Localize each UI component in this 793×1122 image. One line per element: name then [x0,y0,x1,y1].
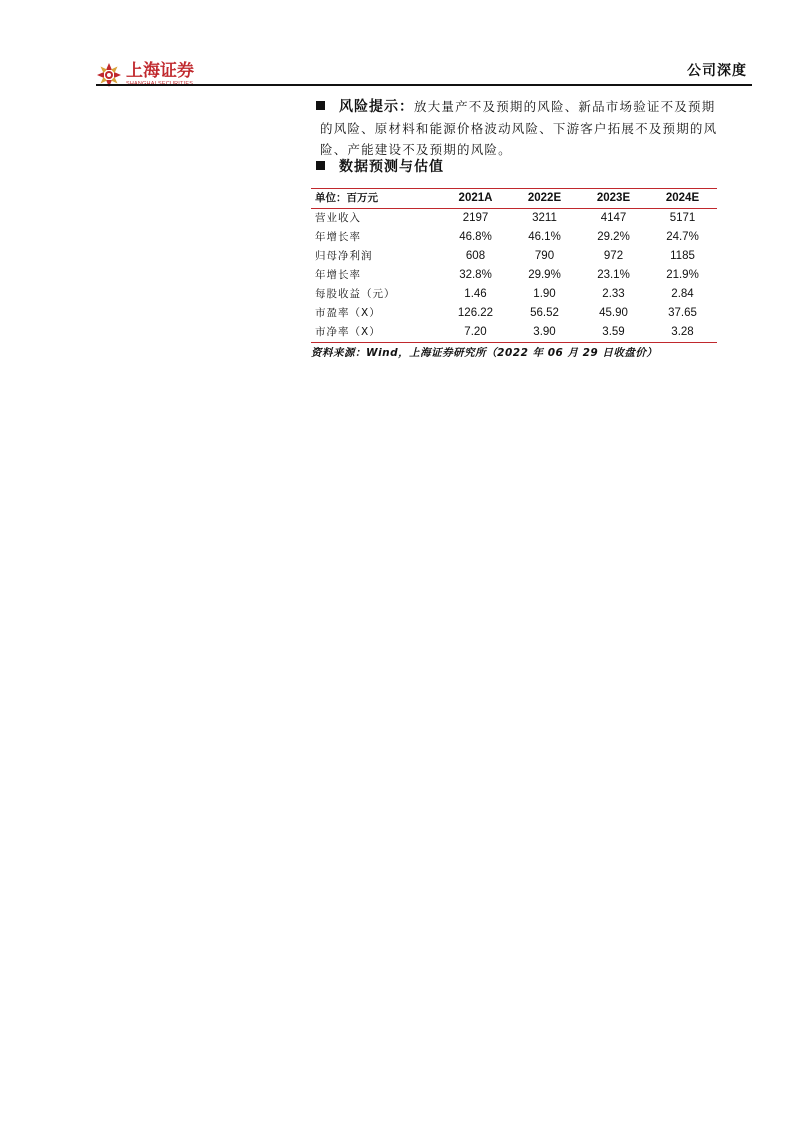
table-cell: 45.90 [599,307,628,319]
table-cell: 1.46 [464,288,487,300]
risk-text-line-2: 的风险、原材料和能源价格波动风险、下游客户拓展不及预期的风 [320,121,718,136]
column-header: 2021A [441,189,510,209]
table-cell: 126.22 [457,307,494,319]
table-cell: 46.1% [528,231,561,243]
table-row [311,266,717,285]
column-header: 2023E [579,189,648,209]
table-cell: 1.90 [533,288,556,300]
table-row [311,247,717,266]
unit-label: 单位：百万元 [311,189,441,209]
forecast-title-text: 数据预测与估值 [339,159,444,175]
table-row [311,209,717,229]
table-cell: 37.65 [668,307,697,319]
table-header-row [311,189,717,209]
table-row [311,228,717,247]
table-cell: 4147 [600,212,627,224]
table-cell: 2197 [462,212,489,224]
risk-lead-label: 风险提示： [339,99,414,115]
row-label: 归母净利润 [315,250,373,262]
table-cell: 5171 [669,212,696,224]
table-cell: 3.28 [648,323,717,343]
square-bullet-icon [316,161,325,170]
table-cell: 1185 [670,250,695,262]
risk-warning-paragraph [316,96,736,160]
table-cell: 3211 [532,212,557,224]
table-cell: 2.33 [602,288,625,300]
table-row [311,304,717,323]
table-cell: 29.2% [597,231,630,243]
table-cell: 790 [534,250,555,262]
row-label: 年增长率 [315,231,361,243]
report-type-title: 公司深度 [687,63,747,79]
table-cell: 2.84 [671,288,694,300]
table-cell: 3.59 [579,323,648,343]
table-cell: 56.52 [530,307,559,319]
table-source-note: 资料来源：Wind，上海证券研究所（2022 年 06 月 29 日收盘价） [311,347,658,359]
table-cell: 21.9% [666,269,699,281]
square-bullet-icon [316,101,325,110]
logo-text-cn: 上海证券 [126,61,194,81]
risk-line-1 [316,96,736,118]
risk-text-line-1: 放大量产不及预期的风险、新品市场验证不及预期 [414,99,716,114]
forecast-section-title [316,156,444,176]
column-header: 2024E [648,189,717,209]
row-label: 营业收入 [315,212,361,224]
forecast-table [311,188,717,343]
table-cell: 46.8% [459,231,492,243]
table-cell: 3.90 [510,323,579,343]
table-cell: 32.8% [459,269,492,281]
table-cell: 972 [603,250,624,262]
table-cell: 7.20 [441,323,510,343]
table-cell: 608 [465,250,486,262]
table-row [311,323,717,343]
table-cell: 29.9% [528,269,561,281]
table-cell: 23.1% [597,269,630,281]
row-label: 每股收益（元） [315,288,396,300]
page-header [0,0,793,90]
risk-text-line-3: 险、产能建设不及预期的风险。 [320,142,512,157]
table-cell: 24.7% [666,231,699,243]
row-label: 年增长率 [315,269,361,281]
header-divider [96,84,752,86]
row-label: 市净率（X） [311,323,441,343]
row-label: 市盈率（X） [315,307,381,319]
table-row [311,285,717,304]
column-header: 2022E [510,189,579,209]
